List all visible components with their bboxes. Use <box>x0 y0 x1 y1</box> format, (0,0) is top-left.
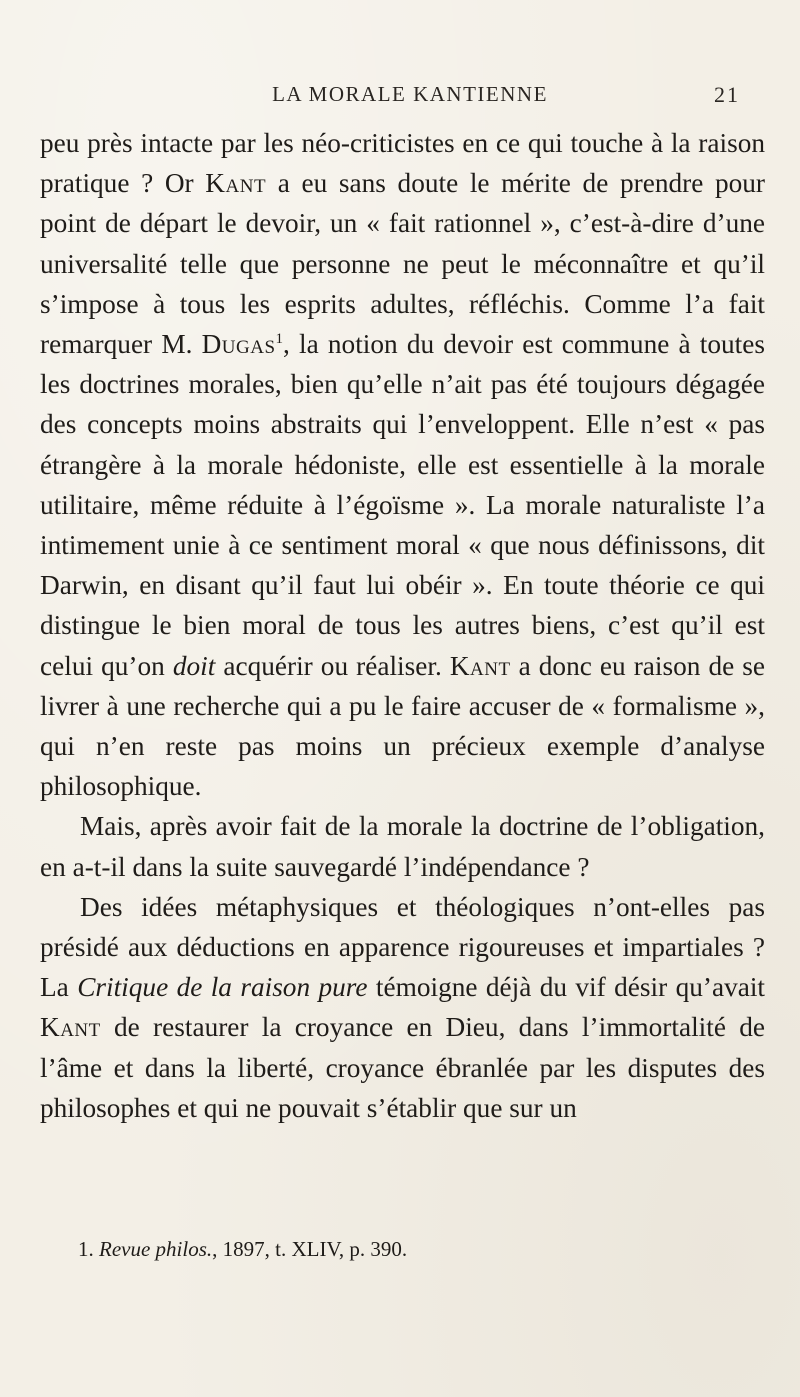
text-run: Des idées métaphysiques et théologiques n’ont-elles pas présidé aux déductions en apparence rigoureuses et impartiales ? La <box>40 891 765 1003</box>
text-run: a eu sans doute le mérite de prendre pour point de départ le devoir, un « fait rationnel », c’est-à-dire d’une universalité telle que personne ne peut le méconnaître et qu’il s’impose à tous les esprits adultes, réfléchis. Comme l’a fait remarquer M. <box>40 168 765 360</box>
running-head <box>0 82 800 112</box>
text-run: témoigne déjà du vif désir qu’avait <box>367 972 765 1003</box>
text-run: de restaurer la croyance en Dieu, dans l’immortalité de l’âme et dans la liberté, croyance ébranlée par les disputes des philosophes et qui ne pouvait s’établir que sur un <box>40 1012 765 1123</box>
paragraph <box>40 806 765 886</box>
text-run: , 1897, t. XLIV, p. 390. <box>212 1237 408 1261</box>
small-caps-name: Kant <box>205 168 267 199</box>
footnote-reference: 1 <box>275 330 284 347</box>
small-caps-name: Kant <box>449 650 511 681</box>
small-caps-name: Kant <box>40 1012 101 1043</box>
text-run: 1. <box>78 1237 99 1261</box>
paragraph <box>40 887 765 1128</box>
text-run: a donc eu raison de se livrer à une recherche qui a pu le faire accuser de « formalisme », qui n’en reste pas moins un précieux exemple d’analyse philosophique. <box>40 650 765 802</box>
small-caps-name: Dugas <box>201 329 276 360</box>
text-run: peu près intacte par les néo-criticistes en ce qui touche à la raison pratique ? Or <box>40 128 765 199</box>
page-number: 21 <box>714 82 740 107</box>
running-title: LA MORALE KANTIENNE <box>272 82 548 106</box>
body-text <box>40 123 765 1128</box>
italic-text: doit <box>172 650 216 681</box>
italic-text: Revue philos. <box>99 1237 213 1261</box>
italic-text: Critique de la raison pure <box>77 972 368 1003</box>
text-run: Mais, après avoir fait de la morale la doctrine de l’obligation, en a-t-il dans la suite sauvegardé l’indépendance ? <box>40 811 765 882</box>
footnote <box>78 1235 768 1263</box>
text-run: , la notion du devoir est commune à toutes les doctrines morales, bien qu’elle n’ait pas été toujours dégagée des concepts moins abstraits qui l’enveloppent. Elle n’est « pas étrangère à la morale hédoniste, elle est essentielle à la morale utilitaire, même réduite à l’égoïsme ». La morale naturaliste l’a intimement unie à ce sentiment moral « que nous définissons, dit Darwin, en disant qu’il faut lui obéir ». En toute théorie ce qui distingue le bien moral de tous les autres biens, c’est qu’il est celui qu’on <box>40 329 766 681</box>
text-run: acquérir ou réaliser. <box>215 650 450 681</box>
paragraph <box>40 123 765 806</box>
